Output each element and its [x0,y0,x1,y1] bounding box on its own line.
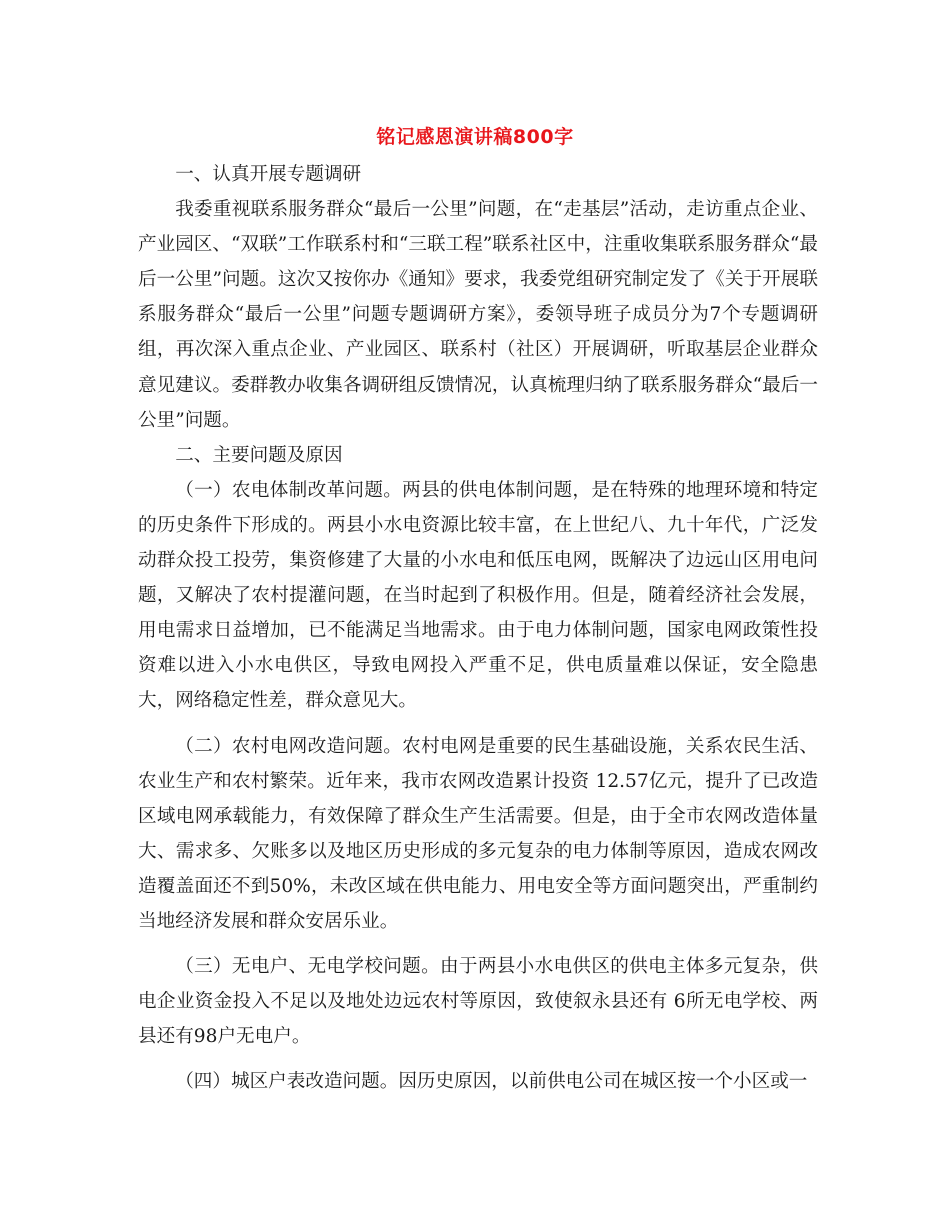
document-body [138,157,818,1099]
section-heading-2: 二、主要问题及原因 [175,444,343,466]
paragraph-research: 我委重视联系服务群众“最后一公里”问题，在“走基层”活动，走访重点企业、产业园区、“双联”工作联系村和“三联工程”联系社区中，注重收集联系服务群众“最后一公里”问题。这次又按你办《通知》要求，我委党组研究制定发了《关于开展联系服务群众“最后一公里”问题专题调研方案》，委领导班子成员分为7个专题调研组，再次深入重点企业、产业园区、联系村（社区）开展调研，听取基层企业群众意见建议。委群教办收集各调研组反馈情况，认真梳理归纳了联系服务群众“最后一公里”问题。 [138,199,818,431]
paragraph-rural-power-system: （一）农电体制改革问题。两县的供电体制问题，是在特殊的地理环境和特定的历史条件下形成的。两县小水电资源比较丰富，在上世纪八、九十年代，广泛发动群众投工投劳，集资修建了大量的小水电和低压电网，既解决了边远山区用电问题，又解决了农村提灌问题，在当时起到了积极作用。但是，随着经济社会发展，用电需求日益增加，已不能满足当地需求。由于电力体制问题，国家电网政策性投资难以进入小水电供区，导致电网投入严重不足，供电质量难以保证，安全隐患大，网络稳定性差，群众意见大。 [138,479,818,712]
section-heading-1: 一、认真开展专题调研 [175,164,362,185]
paragraph-no-electricity: （三）无电户、无电学校问题。由于两县小水电供区的供电主体多元复杂，供电企业资金投入不足以及地处边远农村等原因，致使叙永县还有 6所无电学校、两县还有98户无电户。 [138,956,818,1048]
paragraph-meter-retrofit: （四）城区户表改造问题。因历史原因，以前供电公司在城区按一个小区或一 [175,1071,808,1093]
document-title: 铭记感恩演讲稿800字 [376,126,574,148]
paragraph-rural-grid: （二）农村电网改造问题。农村电网是重要的民生基础设施，关系农民生活、农业生产和农村繁荣。近年来，我市农网改造累计投资 12.57亿元，提升了已改造区域电网承载能力，有效保障了群众生产生活需要。但是，由于全市农网改造体量大、需求多、欠账多以及地区历史形成的多元复杂的电力体制等原因，造成农网改造覆盖面还不到50%，未改区域在供电能力、用电安全等方面问题突出，严重制约当地经济发展和群众安居乐业。 [138,735,818,932]
